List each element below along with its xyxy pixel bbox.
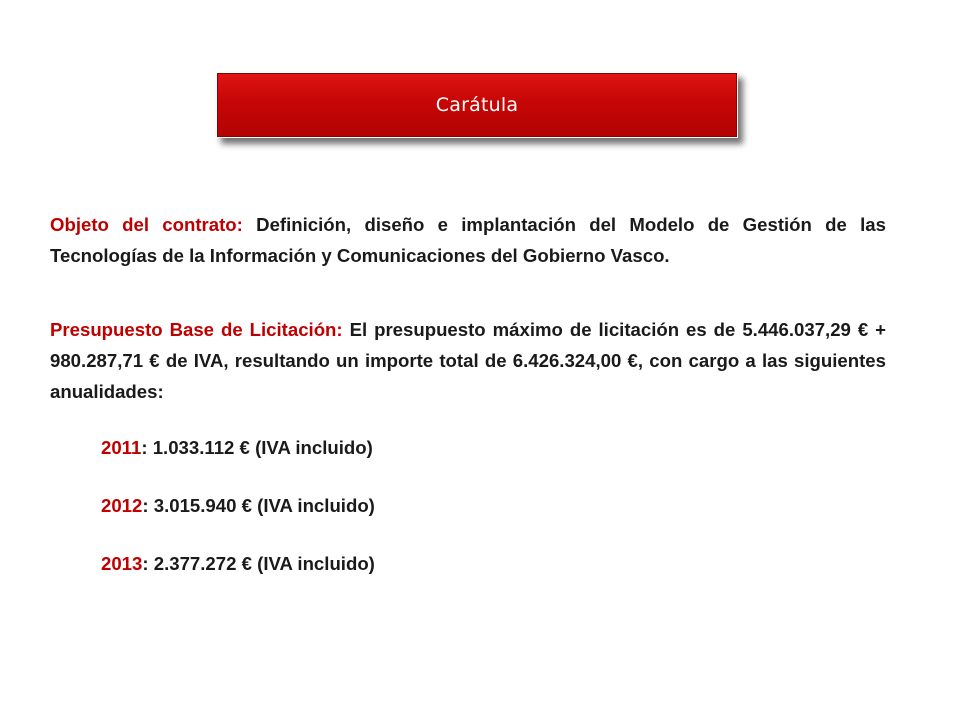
anualidad-row: 2012: 3.015.940 € (IVA incluido) [101,495,375,516]
objeto-label: Objeto del contrato: [50,214,243,235]
anualidad-row: 2013: 2.377.272 € (IVA incluido) [101,553,375,574]
anualidad-year: 2013 [101,553,143,574]
title-banner [216,72,738,138]
objeto-text: Definición, diseño e implantación del Modelo de Gestión de las Tecnologías de la Información y Comunicaciones del Gobierno Vasco. [50,214,886,266]
anualidad-amount: 1.033.112 € (IVA incluido) [152,437,373,458]
anualidad-year: 2011 [101,437,142,458]
objeto-paragraph [50,209,886,271]
anualidad-year: 2012 [101,495,143,516]
anualidad-amount: 2.377.272 € (IVA incluido) [153,553,375,574]
presupuesto-text: El presupuesto máximo de licitación es de 5.446.037,29 € + 980.287,71 € de IVA, resultando un importe total de 6.426.324,00 €, con cargo a las siguientes anualidades: [50,319,886,402]
presupuesto-paragraph [50,314,886,407]
anualidad-row: 2011: 1.033.112 € (IVA incluido) [101,437,373,458]
presupuesto-label: Presupuesto Base de Licitación: [50,319,343,340]
anualidad-amount: 3.015.940 € (IVA incluido) [153,495,375,516]
slide-title: Carátula [435,94,519,116]
